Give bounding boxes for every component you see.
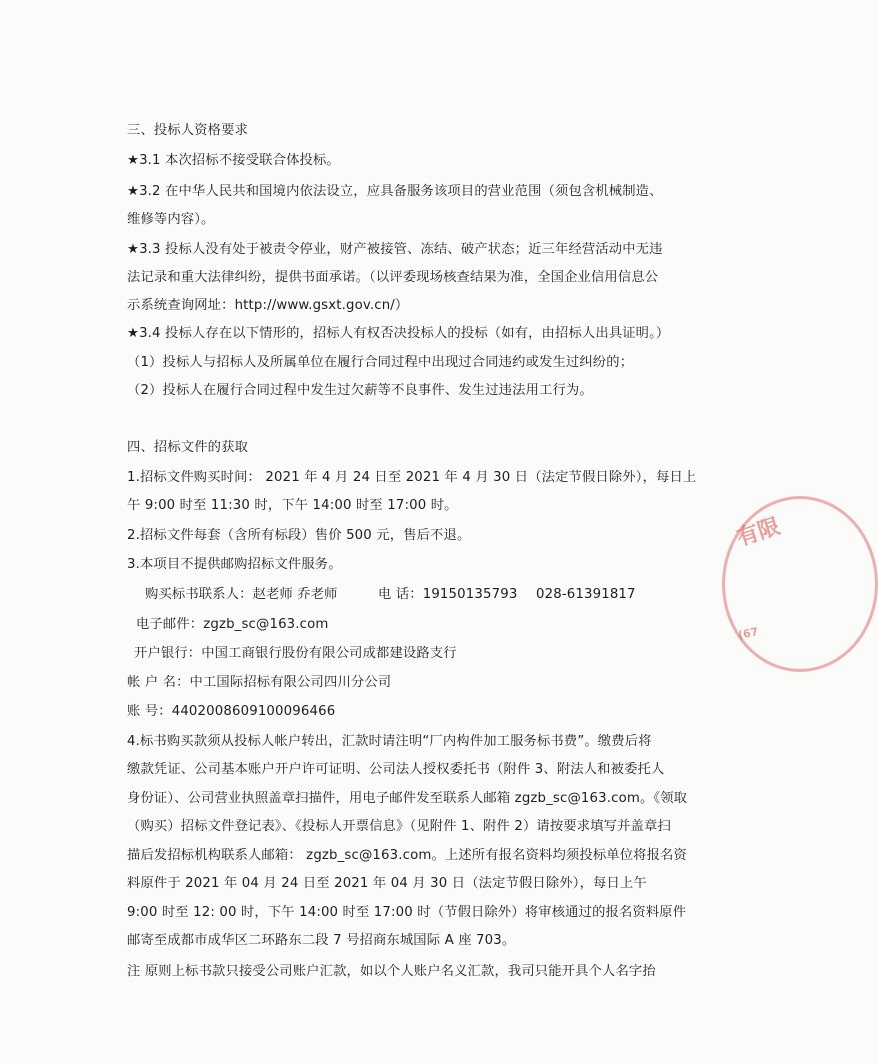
paragraph-4-line: 9:00 时至 12: 00 时，下午 14:00 时至 17:00 时（节假日除外）将审核通过的报名资料原件 <box>127 905 687 920</box>
paragraph-4-line: 邮寄至成都市成华区二环路东二段 7 号招商东城国际 A 座 703。 <box>127 933 516 948</box>
section-3-line: （2）投标人在履行合同过程中发生过欠薪等不良事件、发生过违法用工行为。 <box>127 383 593 398</box>
section-3-line: ★3.1 本次招标不接受联合体投标。 <box>127 153 340 168</box>
section-4-title: 四、招标文件的获取 <box>127 440 249 455</box>
bank-name: 开户银行：中国工商银行股份有限公司成都建设路支行 <box>134 646 457 661</box>
section-4-line: 午 9:00 时至 11:30 时，下午 14:00 时至 17:00 时。 <box>127 498 458 513</box>
paragraph-4-line: （购买）招标文件登记表》、《投标人开票信息》（见附件 1、附件 2）请按要求填写并盖章扫 <box>127 819 671 834</box>
section-3-title: 三、投标人资格要求 <box>127 123 249 138</box>
seal-text: 有限 <box>733 514 784 552</box>
contact-email: 电子邮件：zgzb_sc@163.com <box>136 617 329 632</box>
account-number: 账 号：4402008609100096466 <box>127 704 336 719</box>
section-3-line: ★3.2 在中华人民共和国境内依法设立，应具备服务该项目的营业范围（须包含机械制造、 <box>127 184 663 199</box>
section-4-line: 2.招标文件每套（含所有标段）售价 500 元，售后不退。 <box>127 528 471 543</box>
section-4-line: 1.招标文件购买时间： 2021 年 4 月 24 日至 2021 年 4 月 30 日（法定节假日除外），每日上 <box>127 470 697 485</box>
paragraph-4-line: 身份证）、公司营业执照盖章扫描件，用电子邮件发至联系人邮箱 zgzb_sc@163.com。《领取 <box>127 791 688 806</box>
contact-phone-2: 028-61391817 <box>536 587 636 602</box>
note-line: 注 原则上标书款只接受公司账户汇款，如以个人账户名义汇款，我司只能开具个人名字抬 <box>127 964 656 979</box>
section-3-line: ★3.4 投标人存在以下情形的，招标人有权否决投标人的投标（如有，由招标人出具证明。） <box>127 326 670 341</box>
paragraph-4-line: 4.标书购买款须从投标人帐户转出，汇款时请注明“厂内构件加工服务标书费”。缴费后将 <box>127 734 652 749</box>
paragraph-4-line: 描后发招标机构联系人邮箱： zgzb_sc@163.com。上述所有报名资料均须投标单位将报名资 <box>127 848 687 863</box>
contact-phone: 电 话：19150135793 <box>378 587 518 602</box>
paragraph-4-line: 缴款凭证、公司基本账户开户许可证明、公司法人授权委托书（附件 3、附法人和被委托人 <box>127 762 665 777</box>
contact-person: 购买标书联系人：赵老师 乔老师 <box>145 587 338 602</box>
section-3-line: （1）投标人与招标人及所属单位在履行合同过程中出现过合同违约或发生过纠纷的； <box>127 355 634 370</box>
section-3-line: 示系统查询网址：http://www.gsxt.gov.cn/） <box>127 298 409 313</box>
section-3-line: 法记录和重大法律纠纷，提供书面承诺。（以评委现场核查结果为准，全国企业信用信息公 <box>127 270 659 285</box>
paragraph-4-line: 料原件于 2021 年 04 月 24 日至 2021 年 04 月 30 日（法定节假日除外），每日上午 <box>127 876 647 891</box>
section-3-line: 维修等内容）。 <box>127 212 215 227</box>
section-4-line: 3.本项目不提供邮购招标文件服务。 <box>127 557 342 572</box>
account-name: 帐 户 名：中工国际招标有限公司四川分公司 <box>127 675 392 690</box>
seal-number: (67 <box>736 625 760 642</box>
section-3-line: ★3.3 投标人没有处于被责令停业，财产被接管、冻结、破产状态；近三年经营活动中无违 <box>127 242 663 257</box>
